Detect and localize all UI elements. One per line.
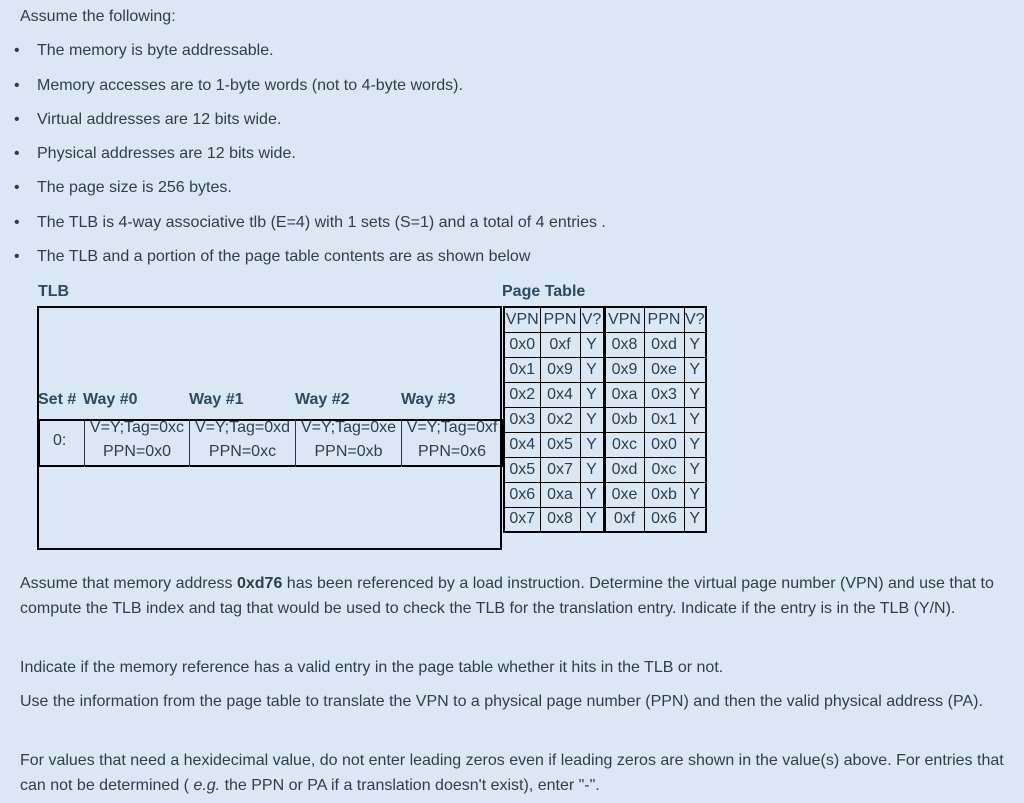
page-table-cell: 0x9 (540, 357, 580, 382)
page-table-cell: 0x6 (504, 482, 540, 507)
page-table-cell: Y (684, 332, 706, 357)
page-table-cell: Y (684, 407, 706, 432)
table-row (504, 357, 706, 382)
page-table-cell: Y (580, 382, 604, 407)
tlb-header-way3: Way #3 (401, 391, 456, 408)
page-table-cell: Y (684, 357, 706, 382)
tlb-way3-tag: V=Y;Tag=0xf (406, 419, 498, 436)
page-table-cell: Y (580, 507, 604, 532)
page-table-cell: 0x8 (540, 507, 580, 532)
page-table-cell: 0x3 (504, 407, 540, 432)
page-table-cell: 0x3 (644, 382, 684, 407)
page-table-cell: 0x7 (540, 457, 580, 482)
tlb-way1-tag: V=Y;Tag=0xd (194, 419, 291, 436)
page-table-cell: 0x4 (504, 432, 540, 457)
page-table-cell: 0x8 (604, 332, 644, 357)
tlb-way3-ppn: PPN=0x6 (417, 443, 487, 460)
page-table-cell: 0x6 (644, 507, 684, 532)
page-table-cell: 0xf (540, 332, 580, 357)
tlb-way0-cell (84, 419, 190, 467)
table-row (504, 432, 706, 457)
page-table-cell: Y (580, 457, 604, 482)
page-table-cell: 0xb (644, 482, 684, 507)
tlb-way1-cell (190, 419, 296, 467)
page-table-header-cell: VPN (504, 307, 540, 332)
tlb-way2-ppn: PPN=0xb (314, 443, 383, 460)
page-table-cell: 0x9 (604, 357, 644, 382)
page-table-cell: Y (580, 482, 604, 507)
page-table-cell: 0xe (604, 482, 644, 507)
table-row (504, 332, 706, 357)
table-row (504, 482, 706, 507)
page-table-header-cell: PPN (644, 307, 684, 332)
table-row (504, 507, 706, 532)
page-table-cell: 0xc (604, 432, 644, 457)
table-row (504, 457, 706, 482)
page-table-cell: 0x2 (540, 407, 580, 432)
page-table-cell: Y (580, 332, 604, 357)
page-table-cell: 0xe (644, 357, 684, 382)
tlb-header-way2: Way #2 (295, 391, 350, 408)
tlb-way3-cell (402, 419, 502, 467)
page-table-cell: 0x7 (504, 507, 540, 532)
tlb-header-set: Set # (38, 391, 77, 408)
page-table-cell: 0x5 (504, 457, 540, 482)
tlb-header-way0: Way #0 (83, 391, 138, 408)
page-table-header-row (504, 307, 706, 332)
page-table-cell: 0x1 (504, 357, 540, 382)
intro-text: Assume the following: (20, 8, 176, 25)
question-paragraph-1: Assume that memory address 0xd76 has been referenced by a load instruction. Determine the virtual page number (VPN) and use that to compute the TLB index and tag that would be used to check the TLB for the translation entry. Indicate if the entry is in the TLB (Y/N). (20, 575, 994, 617)
page-table-cell: 0x0 (504, 332, 540, 357)
page-table-cell: 0xd (644, 332, 684, 357)
tlb-label: TLB (38, 283, 70, 300)
page-table-header-cell: VPN (604, 307, 644, 332)
page-table-cell: 0x5 (540, 432, 580, 457)
page-table-cell: 0xa (540, 482, 580, 507)
page-table-cell: 0xa (604, 382, 644, 407)
tlb-way0-ppn: PPN=0x0 (102, 443, 172, 460)
page-table-cell: 0x0 (644, 432, 684, 457)
page-table-cell: 0x1 (644, 407, 684, 432)
question-paragraph-2: Indicate if the memory reference has a valid entry in the page table whether it hits in the TLB or not. (20, 659, 724, 676)
memory-address: 0xd76 (236, 575, 283, 592)
table-row (504, 382, 706, 407)
table-row (504, 407, 706, 432)
page-table-cell: 0xd (604, 457, 644, 482)
tlb-set-index: 0: (53, 432, 67, 449)
page-table-cell: Y (684, 482, 706, 507)
page-table-cell: 0xf (604, 507, 644, 532)
page-table (503, 306, 707, 533)
tlb-header-way1: Way #1 (189, 391, 244, 408)
page-table-cell: 0x2 (504, 382, 540, 407)
page-table-cell: Y (684, 457, 706, 482)
question-paragraph-3: Use the information from the page table to translate the VPN to a physical page number (PPN) and then the valid physical address (PA). (20, 693, 983, 710)
tlb-way2-tag: V=Y;Tag=0xe (300, 419, 397, 436)
page-table-cell: 0xc (644, 457, 684, 482)
page-table-cell: Y (580, 407, 604, 432)
page-table-cell: Y (580, 432, 604, 457)
page-table-label: Page Table (502, 283, 586, 300)
page-table-cell: 0xb (604, 407, 644, 432)
page-table-cell: Y (580, 357, 604, 382)
page-table-cell: Y (684, 507, 706, 532)
page-table-header-cell: PPN (540, 307, 580, 332)
question-paragraph-4: For values that need a hexidecimal value, do not enter leading zeros even if leading zeros are shown in the value(s) above. For entries that can not be determined ( e.g. the PPN or PA if a translation doesn't exist), enter "-". (20, 752, 1004, 794)
page-table-header-cell: V? (580, 307, 604, 332)
tlb-way2-cell (296, 419, 402, 467)
tlb-way1-ppn: PPN=0xc (208, 443, 277, 460)
page-table-header-cell: V? (684, 307, 706, 332)
tlb-way0-tag: V=Y;Tag=0xc (89, 419, 185, 436)
page-table-cell: 0x4 (540, 382, 580, 407)
page-table-cell: Y (684, 382, 706, 407)
page-table-cell: Y (684, 432, 706, 457)
